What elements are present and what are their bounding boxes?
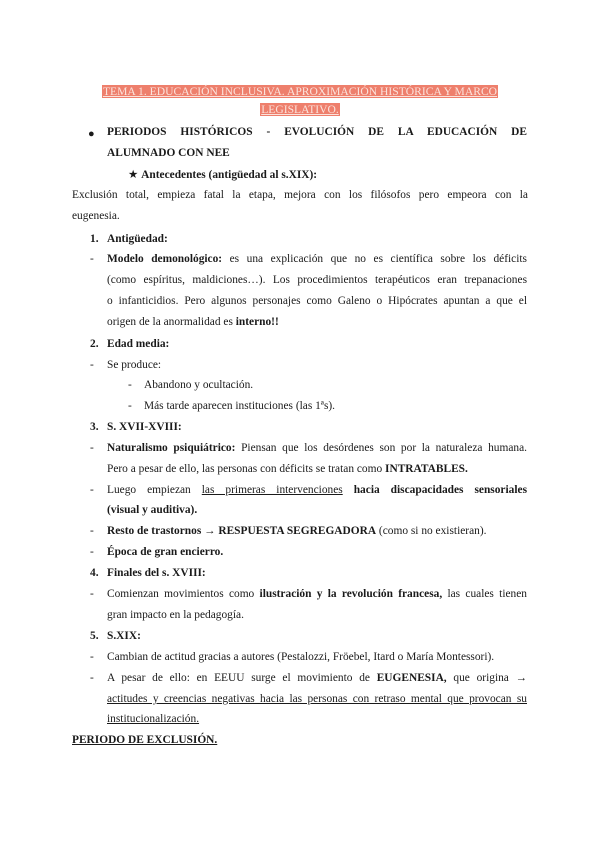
- eugenesia-bold: EUGENESIA,: [376, 672, 447, 684]
- section-1-title: Antigüedad:: [107, 233, 168, 245]
- antecedentes-heading: [128, 167, 317, 181]
- section-2-dash: -: [90, 359, 94, 371]
- title-line-2: LEGISLATIVO.: [261, 103, 339, 116]
- section-4-number: 4.: [90, 567, 99, 579]
- section-3-title: S. XVII-XVIII:: [107, 421, 182, 433]
- section-1-dash: -: [90, 253, 94, 265]
- section-4-title: Finales del s. XVIII:: [107, 567, 206, 579]
- section-2-subdash-1: -: [128, 379, 132, 391]
- bullet-dot-icon: ●: [88, 128, 95, 140]
- section-2-title: Edad media:: [107, 338, 170, 350]
- intro-line-1: Exclusión total, empieza fatal la etapa, mejora con los filósofos pero empeora con la: [72, 189, 528, 201]
- section-4-dash: -: [90, 588, 94, 600]
- section-2-sub-2: Más tarde aparecen instituciones (las 1ªs).: [144, 400, 336, 412]
- section-5-item-2-line-2: actitudes y creencias negativas hacia las personas con retraso mental que provocan su: [107, 693, 527, 705]
- section-3-item-4: Época de gran encierro.: [107, 546, 224, 558]
- section-3-dash-2: -: [90, 484, 94, 496]
- intratables-bold: INTRATABLES.: [385, 463, 468, 475]
- section-3-item-1-line-2: [107, 463, 527, 475]
- section-5-dash-1: -: [90, 651, 94, 663]
- section-3-item-1-line-2-pre: Pero a pesar de ello, las personas con déficits se tratan como: [107, 463, 386, 475]
- section-3-item-2-line-2: (visual y auditiva).: [107, 504, 198, 516]
- section-1-line-4-pre: origen de la anormalidad es: [107, 316, 236, 328]
- section-3-item-1-rest: Piensan que los desórdenes son por la naturaleza humana.: [235, 442, 527, 454]
- intro-line-2: eugenesia.: [72, 210, 120, 222]
- section-3-item-1-line-1: [107, 442, 527, 454]
- document-title: [70, 83, 530, 119]
- section-1-line-1: [107, 253, 527, 265]
- section-4-line-1-rest: las cuales tienen: [442, 588, 527, 600]
- section-2-sub-1: Abandono y ocultación.: [144, 379, 254, 391]
- section-5-item-2-line-3: institucionalización.: [107, 713, 200, 725]
- section-3-dash-1: -: [90, 442, 94, 454]
- section-3-dash-3: -: [90, 525, 94, 537]
- section-4-line-1: [107, 588, 527, 600]
- discapacidades-sensoriales: hacia discapacidades sensoriales: [342, 484, 527, 496]
- section-2-subdash-2: -: [128, 400, 132, 412]
- modelo-demonologico: Modelo demonológico:: [107, 253, 223, 265]
- section-5-dash-2: -: [90, 672, 94, 684]
- interno-bold: interno!!: [235, 316, 279, 328]
- section-4-line-2: gran impacto en la pedagogía.: [107, 609, 244, 621]
- section-3-item-2-line-1: [107, 484, 527, 496]
- section-3-number: 3.: [90, 421, 99, 433]
- star-icon: ★: [128, 169, 139, 181]
- section-3-dash-4: -: [90, 546, 94, 558]
- section-1-number: 1.: [90, 233, 99, 245]
- section-1-line-3: o infanticidios. Pero algunos personajes como Galeno o Hipócrates apuntan a que el: [107, 295, 527, 307]
- section-5-number: 5.: [90, 630, 99, 642]
- section-1-line-1-rest: es una explicación que no es científica sobre los déficits: [222, 253, 527, 265]
- primeras-intervenciones: las primeras intervenciones: [201, 484, 343, 496]
- naturalismo-psiquiatrico: Naturalismo psiquiátrico:: [107, 442, 236, 454]
- section-4-line-1-pre: Comienzan movimientos como: [107, 588, 260, 600]
- periodo-exclusion-heading: PERIODO DE EXCLUSIÓN.: [72, 734, 218, 746]
- section-1-line-4: [107, 316, 527, 328]
- antecedentes-label: Antecedentes (antigüedad al s.XIX):: [141, 169, 318, 181]
- section-3-item-3-rest: (como si no existieran).: [376, 525, 487, 537]
- section-3-item-2-pre: Luego empiezan: [107, 484, 202, 496]
- respuesta-segregadora: Resto de trastornos → RESPUESTA SEGREGADORA: [107, 525, 377, 537]
- main-heading-line-2: ALUMNADO CON NEE: [107, 147, 230, 159]
- section-2-number: 2.: [90, 338, 99, 350]
- section-3-item-3: [107, 525, 527, 537]
- section-5-item-2-pre: A pesar de ello: en EEUU surge el movimiento de: [107, 672, 377, 684]
- section-2-intro: Se produce:: [107, 359, 162, 371]
- section-5-item-2-rest: que origina →: [446, 672, 527, 684]
- section-5-item-1: Cambian de actitud gracias a autores (Pestalozzi, Fröebel, Itard o María Montessori).: [107, 651, 495, 663]
- section-1-line-2: (como espíritus, maldiciones…). Los procedimientos terapéuticos eran trepanaciones: [107, 274, 527, 286]
- section-5-item-2-line-1: [107, 672, 527, 684]
- ilustracion-revolucion: ilustración y la revolución francesa,: [259, 588, 443, 600]
- title-line-1: TEMA 1. EDUCACIÓN INCLUSIVA. APROXIMACIÓN HISTÓRICA Y MARCO: [102, 85, 498, 98]
- main-heading-line-1: PERIODOS HISTÓRICOS - EVOLUCIÓN DE LA EDUCACIÓN DE: [107, 126, 527, 138]
- section-5-title: S.XIX:: [107, 630, 141, 642]
